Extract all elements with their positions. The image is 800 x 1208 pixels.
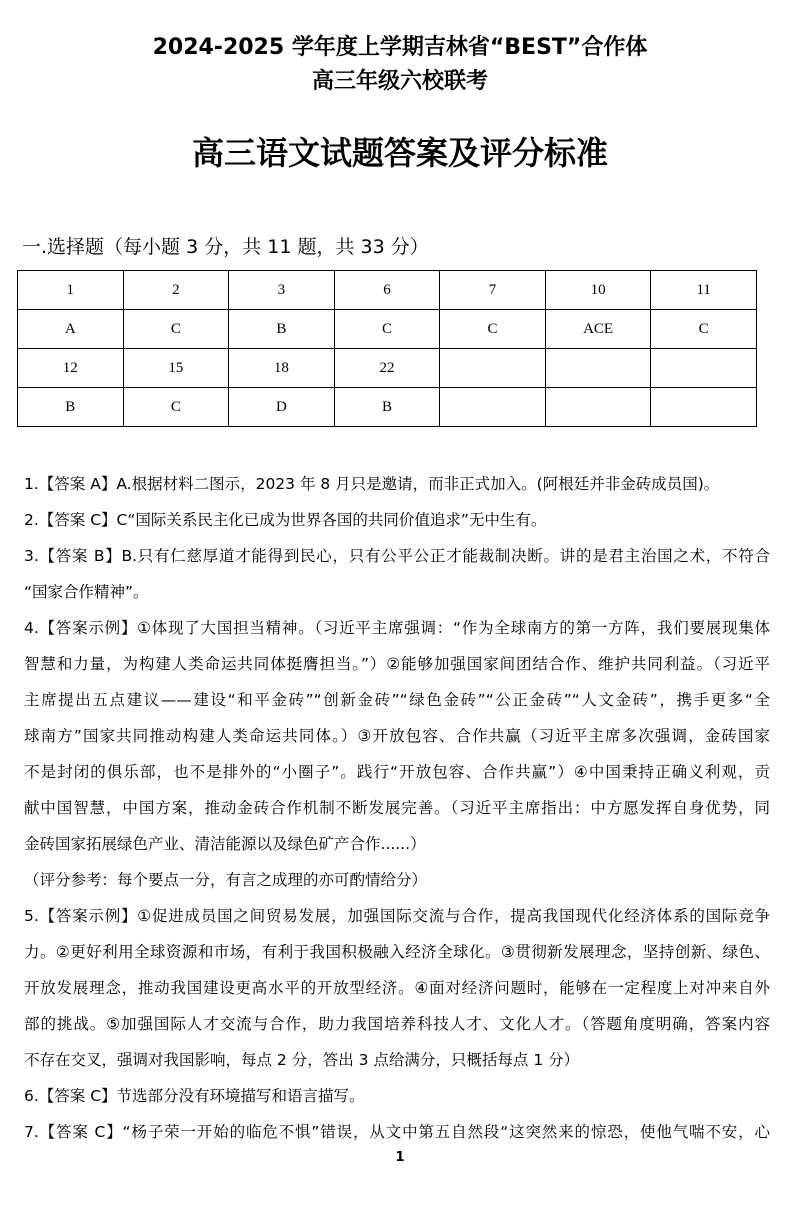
table-cell: 2 [123, 271, 229, 310]
table-cell: B [229, 310, 335, 349]
table-cell: C [440, 310, 546, 349]
table-cell [651, 388, 757, 427]
table-cell: 6 [334, 271, 440, 310]
text-line: 6.【答案 C】节选部分没有环境描写和语言描写。 [24, 1087, 365, 1105]
text-line: 金砖国家拓展绿色产业、清洁能源以及绿色矿产合作......） [24, 835, 426, 853]
text-line: 部的挑战。⑤加强国际人才交流与合作，助力我国培养科技人才、文化人才。（答题角度明确，答案内容 [24, 1015, 770, 1033]
title-line-1: 2024-2025 学年度上学期吉林省“BEST”合作体 [152, 35, 648, 60]
table-cell [545, 388, 651, 427]
table-cell [440, 388, 546, 427]
page-number: 1 [395, 1150, 405, 1165]
table-cell: A [18, 310, 124, 349]
text-line: 不是封闭的俱乐部，也不是排外的“小圈子”。践行“开放包容、合作共赢”）④中国秉持正确义利观，贡 [24, 763, 770, 781]
answer-row [18, 388, 757, 427]
table-cell: C [123, 310, 229, 349]
answer-table [17, 270, 757, 427]
table-cell: 7 [440, 271, 546, 310]
text-line: 1.【答案 A】A.根据材料二图示，2023 年 8 月只是邀请，而非正式加入。(阿根廷并非金砖成员国)。 [24, 475, 720, 493]
table-cell: B [334, 388, 440, 427]
table-cell: ACE [545, 310, 651, 349]
table-cell: 12 [18, 349, 124, 388]
table-cell [545, 349, 651, 388]
table-cell: 15 [123, 349, 229, 388]
text-line: 献中国智慧，中国方案，推动金砖合作机制不断发展完善。（习近平主席指出：中方愿发挥自身优势，同 [24, 799, 770, 817]
main-title: 高三语文试题答案及评分标准 [191, 134, 608, 172]
title-line-2: 高三年级六校联考 [311, 69, 488, 94]
text-line: 5.【答案示例】①促进成员国之间贸易发展，加强国际交流与合作，提高我国现代化经济体系的国际竞争 [24, 907, 770, 925]
answer-row [18, 310, 757, 349]
table-cell: D [229, 388, 335, 427]
table-cell: 3 [229, 271, 335, 310]
text-line: 智慧和力量，为构建人类命运共同体挺膺担当。”）②能够加强国家间团结合作、维护共同利益。（习近平 [24, 655, 770, 673]
text-line: 2.【答案 C】C“国际关系民主化已成为世界各国的共同价值追求”无中生有。 [24, 511, 547, 529]
text-line: 不存在交叉，强调对我国影响，每点 2 分，答出 3 点给满分，只概括每点 1 分） [24, 1051, 580, 1069]
text-line: 主席提出五点建议——建设“和平金砖”“创新金砖”“绿色金砖”“公正金砖”“人文金砖”，携手更多“全 [24, 691, 770, 709]
table-cell: 1 [18, 271, 124, 310]
section-heading: 一.选择题（每小题 3 分，共 11 题，共 33 分） [22, 236, 429, 258]
text-line: 球南方”国家共同推动构建人类命运共同体。）③开放包容、合作共赢（习近平主席多次强调，金砖国家 [24, 727, 770, 745]
answer-explanations [24, 466, 770, 1150]
table-cell: B [18, 388, 124, 427]
question-number-row [18, 349, 757, 388]
text-line: 力。②更好利用全球资源和市场，有利于我国积极融入经济全球化。③贯彻新发展理念，坚持创新、绿色、 [24, 943, 770, 961]
table-cell [440, 349, 546, 388]
table-cell: C [334, 310, 440, 349]
table-cell: 18 [229, 349, 335, 388]
text-line: （评分参考：每个要点一分，有言之成理的亦可酌情给分） [24, 871, 428, 889]
table-cell: 22 [334, 349, 440, 388]
question-number-row [18, 271, 757, 310]
text-line: 4.【答案示例】①体现了大国担当精神。（习近平主席强调：“作为全球南方的第一方阵，我们要展现集体 [24, 619, 770, 637]
text-line: 7.【答案 C】“杨子荣一开始的临危不惧”错误，从文中第五自然段“这突然来的惊恐，使他气喘不安，心 [24, 1123, 770, 1141]
text-line: “国家合作精神”。 [24, 583, 149, 601]
table-cell: 10 [545, 271, 651, 310]
table-cell: 11 [651, 271, 757, 310]
table-cell [651, 349, 757, 388]
text-line: 3.【答案 B】B.只有仁慈厚道才能得到民心，只有公平公正才能裁制决断。讲的是君主治国之术，不符合 [24, 547, 770, 565]
table-cell: C [123, 388, 229, 427]
text-line: 开放发展理念，推动我国建设更高水平的开放型经济。④面对经济问题时，能够在一定程度上对冲来自外 [24, 979, 770, 997]
table-cell: C [651, 310, 757, 349]
